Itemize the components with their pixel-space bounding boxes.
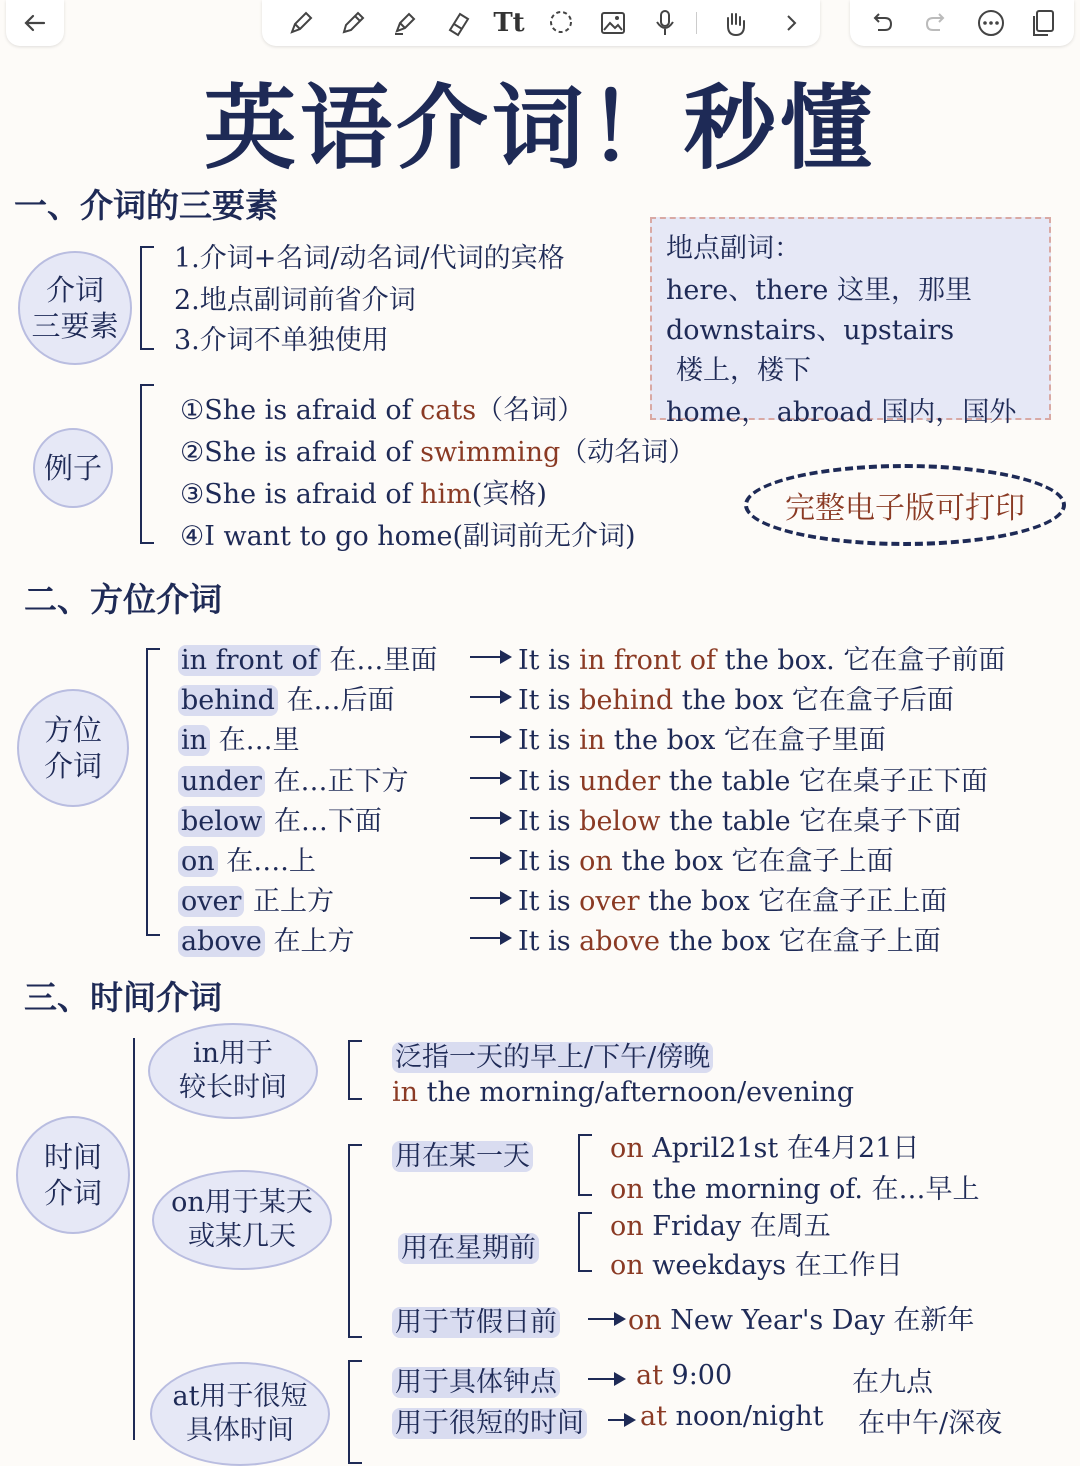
example-text: ①She is afraid of (180, 395, 421, 426)
position-row-arrow (470, 937, 508, 939)
on-group-2-example (610, 1204, 831, 1243)
position-prep-oval (17, 689, 129, 807)
preposition-word: in (178, 725, 210, 756)
eraser-icon[interactable] (440, 6, 474, 40)
in-example (392, 1077, 854, 1108)
in-description-text: 泛指一天的早上/下午/傍晚 (392, 1042, 713, 1073)
preposition-meaning: 在…后面 (286, 685, 395, 716)
examples-oval (33, 428, 113, 508)
at-row-1-example (636, 1360, 732, 1391)
example-lead: It is (518, 846, 580, 877)
example-preposition: in (579, 725, 606, 756)
in-example-text: the morning/afternoon/evening (418, 1077, 855, 1108)
in-usage-oval (148, 1023, 318, 1119)
preposition-word: under (178, 766, 265, 797)
at-row-2-label (392, 1401, 587, 1440)
position-row-term (178, 759, 409, 798)
example-1 (180, 388, 584, 427)
on-group-2-label (398, 1226, 539, 1265)
toolbar-left (6, 0, 64, 46)
oval-line: at用于很短 (172, 1381, 308, 1413)
example-lead: It is (518, 725, 580, 756)
preposition-meaning: 在上方 (273, 926, 355, 957)
example-2 (180, 430, 695, 469)
time-prep-oval (16, 1116, 130, 1234)
note-line: here、there 这里，那里 (666, 275, 972, 306)
on-group-3-arrow (588, 1318, 622, 1320)
rules-bracket (140, 246, 154, 350)
back-arrow-icon[interactable] (18, 6, 52, 40)
position-row-arrow (470, 696, 508, 698)
position-row-arrow (470, 817, 508, 819)
at-row-2-arrow (608, 1419, 632, 1421)
preposition-word: in front of (178, 645, 321, 676)
oval-line: 介词 (43, 749, 102, 783)
pen-icon[interactable] (284, 6, 318, 40)
undo-icon[interactable] (864, 6, 898, 40)
preposition-meaning: 在…正下方 (273, 766, 409, 797)
on-group-3-label-text: 用于节假日前 (392, 1307, 560, 1338)
example-preposition: in front of (579, 645, 717, 676)
position-row-example (518, 879, 947, 918)
preposition-meaning: 在….上 (226, 846, 316, 877)
text-icon[interactable]: Tt (493, 8, 525, 38)
rule-1: 1.介词+名词/动名词/代词的宾格 (174, 243, 565, 274)
oval-line: 较长时间 (179, 1072, 287, 1103)
on-prep: on (610, 1211, 644, 1242)
on-usage-oval (152, 1170, 332, 1270)
oval-line: in用于 (192, 1038, 274, 1070)
preposition-meaning: 在…里 (218, 725, 300, 756)
redo-icon[interactable] (920, 6, 954, 40)
toolbar-right (850, 0, 1074, 46)
position-row-arrow (470, 656, 508, 658)
oval-line: on用于某天 (171, 1187, 313, 1219)
on-group-1-bracket (578, 1134, 592, 1196)
at-label-text: 用于具体钟点 (392, 1367, 560, 1398)
oval-line: 介词 (45, 272, 104, 307)
on-group-1-label (392, 1134, 533, 1173)
example-highlight: swimming (420, 437, 561, 468)
on-group-2-label-text: 用在星期前 (398, 1233, 539, 1264)
position-row-example (518, 759, 988, 798)
oval-line: 具体时间 (186, 1415, 294, 1446)
position-row-example (518, 638, 1005, 677)
example-note: (宾格) (471, 479, 547, 510)
example-rest: the box 它在盒子正上面 (639, 886, 948, 917)
oval-line: 时间 (43, 1139, 102, 1174)
preposition-word: behind (178, 685, 278, 716)
rule-2: 2.地点副词前省介词 (174, 285, 416, 316)
microphone-icon[interactable] (648, 6, 682, 40)
example-note: （名词） (476, 395, 585, 426)
oval-line: 方位 (43, 712, 102, 747)
at-example-text: 9:00 (662, 1360, 733, 1391)
position-row-example (518, 839, 894, 878)
example-lead: It is (518, 886, 580, 917)
on-example-text: weekdays 在工作日 (643, 1250, 903, 1281)
oval-line: 介词 (43, 1176, 102, 1210)
on-prep: on (610, 1133, 644, 1164)
example-lead: It is (518, 645, 580, 676)
on-group-2-bracket (578, 1212, 592, 1272)
position-row-arrow (470, 777, 508, 779)
at-example-text: noon/night (666, 1401, 824, 1432)
preposition-meaning: 正上方 (253, 886, 334, 917)
example-preposition: under (579, 766, 661, 797)
example-preposition: below (579, 806, 661, 837)
oval-line: 三要素 (31, 309, 119, 343)
example-rest: the table 它在桌子正下面 (660, 766, 988, 797)
position-row-example (518, 799, 961, 838)
position-row-term (178, 678, 395, 717)
example-lead: It is (518, 766, 580, 797)
at-row-2-example (640, 1401, 823, 1432)
on-example-text: the morning of. 在…早上 (643, 1174, 980, 1205)
example-rest: the box 它在盒子上面 (612, 846, 894, 877)
on-prep: on (628, 1305, 662, 1336)
preposition-meaning: 在…里面 (329, 645, 438, 676)
on-prep: on (610, 1174, 644, 1205)
preposition-word: below (178, 806, 265, 837)
example-rest: the box 它在盒子后面 (673, 685, 954, 716)
oval-line: 或某几天 (188, 1221, 296, 1252)
oval-line: 例子 (43, 450, 102, 485)
note-line: 楼上，楼下 (676, 355, 811, 386)
printable-stamp (744, 464, 1066, 546)
example-preposition: over (579, 886, 640, 917)
preposition-word: over (178, 886, 244, 917)
example-note: （动名词） (560, 437, 696, 468)
position-row-example (518, 718, 886, 757)
more-icon[interactable] (974, 6, 1008, 40)
position-row-arrow (470, 736, 508, 738)
position-row-arrow (470, 857, 508, 859)
in-example-prep: in (392, 1077, 419, 1108)
section-1-heading: 一、介词的三要素 (14, 186, 278, 225)
position-row-term (178, 839, 316, 878)
three-elements-oval (18, 251, 132, 365)
pages-icon[interactable] (1026, 6, 1060, 40)
position-row-arrow (470, 897, 508, 899)
chevron-right-icon[interactable] (774, 6, 808, 40)
position-row-term (178, 718, 300, 757)
position-row-term (178, 879, 334, 918)
rule-3: 3.介词不单独使用 (174, 325, 389, 356)
in-description (392, 1035, 713, 1074)
preposition-meaning: 在…下面 (273, 806, 382, 837)
preposition-word: above (178, 926, 265, 957)
example-preposition: on (579, 846, 613, 877)
on-group-3-label (392, 1300, 560, 1339)
on-example-text: New Year's Day 在新年 (661, 1305, 975, 1336)
position-row-term (178, 638, 437, 677)
at-row-2-translation: 在中午/深夜 (858, 1408, 1003, 1439)
at-bracket (348, 1360, 362, 1464)
example-3 (180, 472, 547, 511)
at-prep: at (640, 1401, 667, 1432)
toolbar-divider (696, 12, 697, 34)
at-row-1-translation: 在九点 (852, 1367, 933, 1398)
pencil-icon[interactable] (336, 6, 370, 40)
hand-icon[interactable] (718, 6, 752, 40)
on-example-text: Friday 在周五 (643, 1211, 831, 1242)
on-group-2-example (610, 1243, 903, 1282)
on-example-text: April21st 在4月21日 (643, 1133, 920, 1164)
example-lead: It is (518, 806, 580, 837)
position-row-example (518, 678, 954, 717)
highlighter-icon[interactable] (388, 6, 422, 40)
lasso-icon[interactable] (544, 6, 578, 40)
on-group-3-example (628, 1298, 974, 1337)
example-lead: It is (518, 685, 580, 716)
example-4 (180, 514, 636, 553)
example-rest: the box. 它在盒子前面 (716, 645, 1006, 676)
stamp-text: 完整电子版可打印 (785, 491, 1025, 526)
preposition-word: on (178, 846, 218, 877)
example-text: ②She is afraid of (180, 437, 421, 468)
example-text: ④I want to go home(副词前无介词) (180, 521, 636, 552)
at-usage-oval (150, 1362, 330, 1466)
example-highlight: him (420, 479, 472, 510)
on-group-1-example (610, 1126, 919, 1165)
on-bracket (348, 1144, 362, 1338)
note-title: 地点副词： (666, 233, 801, 264)
example-text: ③She is afraid of (180, 479, 421, 510)
position-row-example (518, 919, 941, 958)
example-preposition: above (579, 926, 661, 957)
section-2-heading: 二、方位介词 (24, 580, 222, 619)
position-row-term (178, 919, 354, 958)
example-rest: the box 它在盒子上面 (660, 926, 941, 957)
on-group-1-label-text: 用在某一天 (392, 1141, 533, 1172)
example-rest: the table 它在桌子下面 (660, 806, 962, 837)
toolbar-tools (262, 0, 820, 46)
in-bracket (348, 1040, 362, 1100)
at-row-1-label (392, 1360, 560, 1399)
on-group-1-example (610, 1167, 980, 1206)
section-3-heading: 三、时间介词 (24, 978, 222, 1017)
examples-bracket (140, 384, 154, 544)
on-prep: on (610, 1250, 644, 1281)
example-highlight: cats (420, 395, 477, 426)
position-bracket (146, 648, 160, 936)
note-line: home， abroad 国内，国外 (666, 397, 1017, 428)
example-lead: It is (518, 926, 580, 957)
time-main-line (133, 1038, 135, 1440)
at-prep: at (636, 1360, 663, 1391)
example-rest: the box 它在盒子里面 (605, 725, 886, 756)
example-preposition: behind (579, 685, 674, 716)
position-row-term (178, 799, 382, 838)
page-title: 英语介词！秒懂 (203, 74, 876, 182)
at-row-1-arrow (588, 1378, 622, 1380)
at-label-text: 用于很短的时间 (392, 1408, 587, 1439)
note-line: downstairs、upstairs (666, 315, 955, 346)
image-icon[interactable] (596, 6, 630, 40)
